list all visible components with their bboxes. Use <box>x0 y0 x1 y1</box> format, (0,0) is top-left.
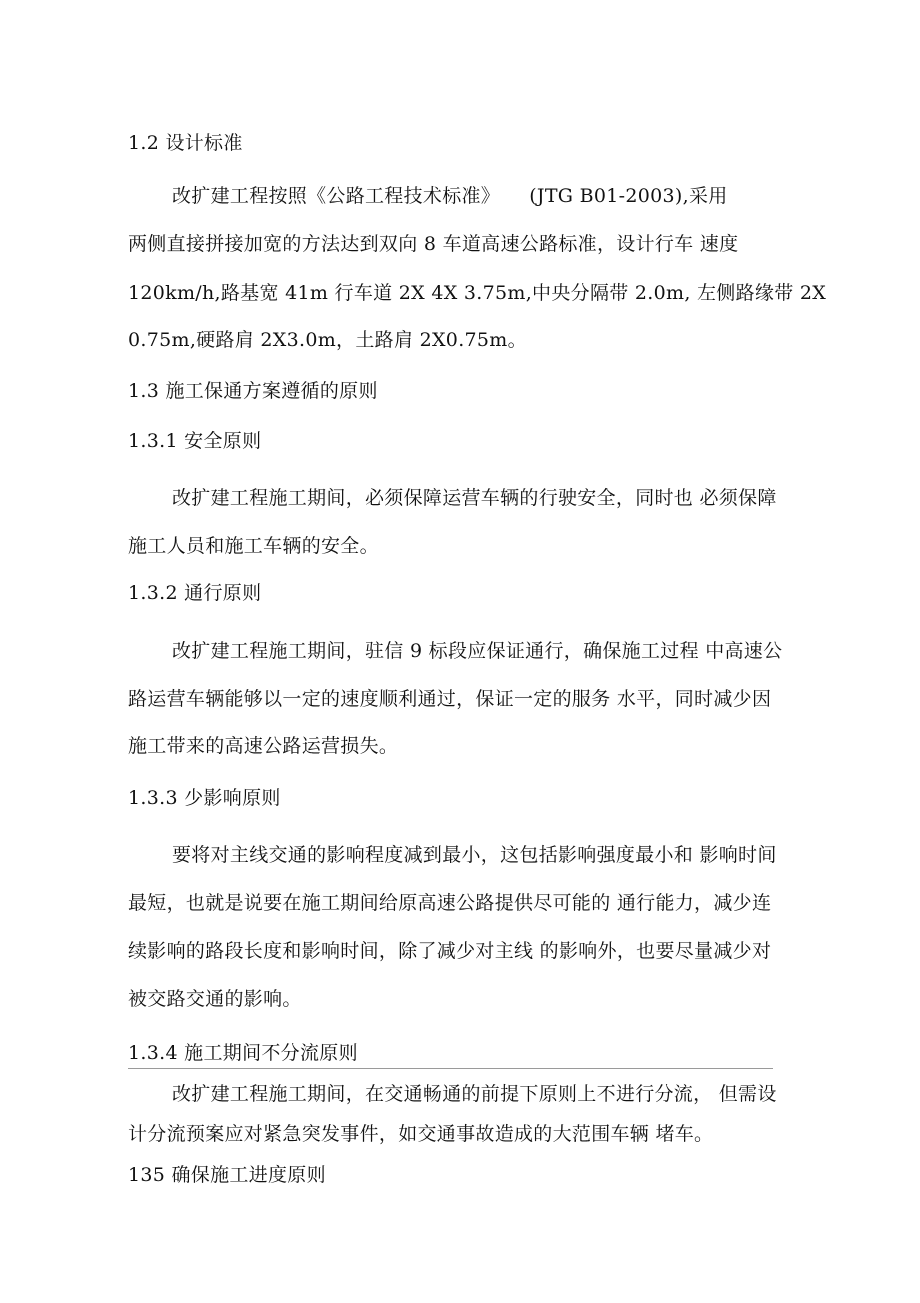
heading-1-3-1: 1.3.1 安全原则 <box>128 430 262 452</box>
heading-1-2: 1.2 设计标准 <box>128 132 243 154</box>
paragraph-1-3-4-line-2: 计分流预案应对紧急突发事件，如交通事故造成的大范围车辆 堵车。 <box>128 1123 714 1145</box>
paragraph-1-2-line-4: 0.75m,硬路肩 2X3.0m，土路肩 2X0.75m。 <box>128 329 527 351</box>
paragraph-1-2-line-2: 两侧直接拼接加宽的方法达到双向 8 车道高速公路标准，设计行车 速度 <box>128 233 739 255</box>
paragraph-1-3-2-line-1: 改扩建工程施工期间，驻信 9 标段应保证通行，确保施工过程 中高速公 <box>172 640 783 662</box>
paragraph-1-2-line-1: 改扩建工程按照《公路工程技术标准》 (JTG B01-2003),采用 <box>172 185 728 207</box>
paragraph-1-3-3-line-3: 续影响的路段长度和影响时间，除了减少对主线 的影响外，也要尽量减少对 <box>128 940 772 962</box>
heading-1-3-4: 1.3.4 施工期间不分流原则 <box>128 1042 358 1064</box>
heading-1-3-2: 1.3.2 通行原则 <box>128 582 262 604</box>
heading-1-3-5: 135 确保施工进度原则 <box>128 1164 326 1186</box>
paragraph-1-3-2-line-3: 施工带来的高速公路运营损失。 <box>128 735 399 757</box>
paragraph-1-3-3-line-4: 被交路交通的影响。 <box>128 988 302 1010</box>
divider-line <box>128 1068 773 1069</box>
paragraph-1-3-3-line-2: 最短，也就是说要在施工期间给原高速公路提供尽可能的 通行能力，减少连 <box>128 892 772 914</box>
heading-1-3: 1.3 施工保通方案遵循的原则 <box>128 380 378 402</box>
paragraph-1-2-line-3: 120km/h,路基宽 41m 行车道 2X 4X 3.75m,中央分隔带 2.0m, 左侧路缘带 2X <box>128 282 827 304</box>
paragraph-1-3-4-line-1: 改扩建工程施工期间，在交通畅通的前提下原则上不进行分流， 但需设 <box>172 1083 777 1105</box>
heading-1-3-3: 1.3.3 少影响原则 <box>128 787 281 809</box>
paragraph-1-3-1-line-1: 改扩建工程施工期间，必须保障运营车辆的行驶安全，同时也 必须保障 <box>172 487 777 509</box>
paragraph-1-3-3-line-1: 要将对主线交通的影响程度减到最小，这包括影响强度最小和 影响时间 <box>172 844 777 866</box>
paragraph-1-3-1-line-2: 施工人员和施工车辆的安全。 <box>128 535 379 557</box>
paragraph-1-3-2-line-2: 路运营车辆能够以一定的速度顺利通过，保证一定的服务 水平，同时减少因 <box>128 688 772 710</box>
